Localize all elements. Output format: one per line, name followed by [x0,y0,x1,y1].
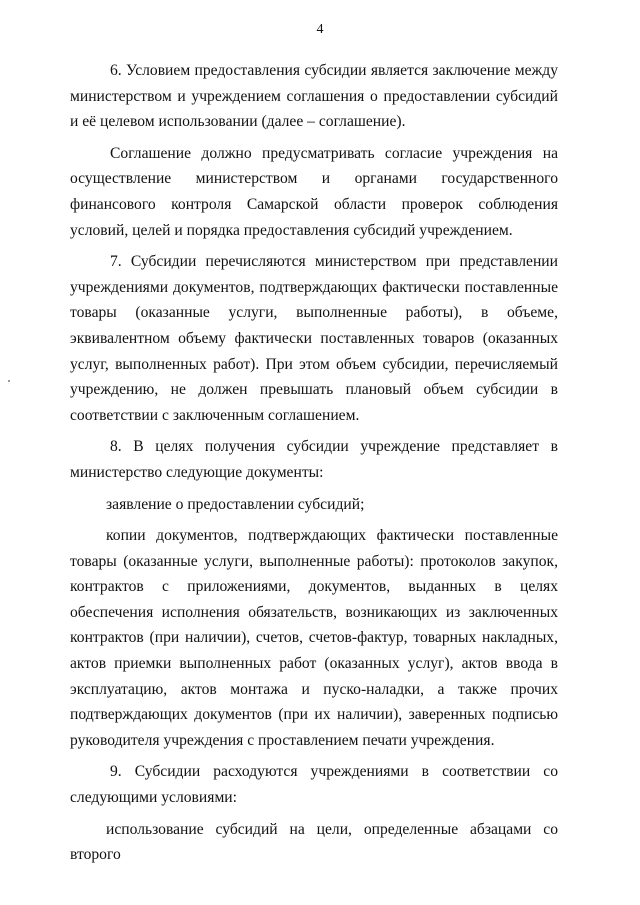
paragraph-6: 6. Условием предоставления субсидии является заключение между министерством и учреждением соглашения о предоставлении субсидий и её целевом использовании (далее – соглашение). [70,62,558,131]
paragraph-7: 7. Субсидии перечисляются министерством при представлении учреждениями документов, подтверждающих фактически поставленные товары (оказанные услуги, выполненные работы), в объеме, эквивалентном объему фактически поставленных товаров (оказанных услуг, выполненных работ). При этом объем субсидии, перечисляемый учреждению, не должен превышать плановый объем субсидии в соответствии с заключенным соглашением. [70,253,558,424]
paragraph-application: заявление о предоставлении субсидий; [106,495,365,513]
page-number: 4 [316,22,324,37]
paragraph-document-copies: копии документов, подтверждающих фактически поставленные товары (оказанные услуги, выполненные работы): протоколов закупок, контрактов с приложениями, документов, выданных в целях обеспечения исполнения обязательств, возникающих из заключенных контрактов (при наличии), счетов, счетов-фактур, товарных накладных, актов приемки выполненных работ (оказанных услуг), актов ввода в эксплуатацию, актов монтажа и пуско-наладки, а также прочих подтверждающих документов (при их наличии), заверенных подписью руководителя учреждения с проставлением печати учреждения. [70,527,558,749]
paragraph-agreement-consent: Соглашение должно предусматривать согласие учреждения на осуществление министерством и органами государственного финансового контроля Самарской области проверок соблюдения условий, целей и порядка предоставления субсидий учреждением. [70,144,558,239]
margin-mark [8,380,10,382]
paragraph-8: 8. В целях получения субсидии учреждение представляет в министерство следующие документы: [70,438,558,481]
paragraph-9: 9. Субсидии расходуются учреждениями в соответствии со следующими условиями: [70,763,558,807]
paragraph-usage-condition: использование субсидий на цели, определенные абзацами со второго [70,820,558,864]
document-body [70,58,558,868]
